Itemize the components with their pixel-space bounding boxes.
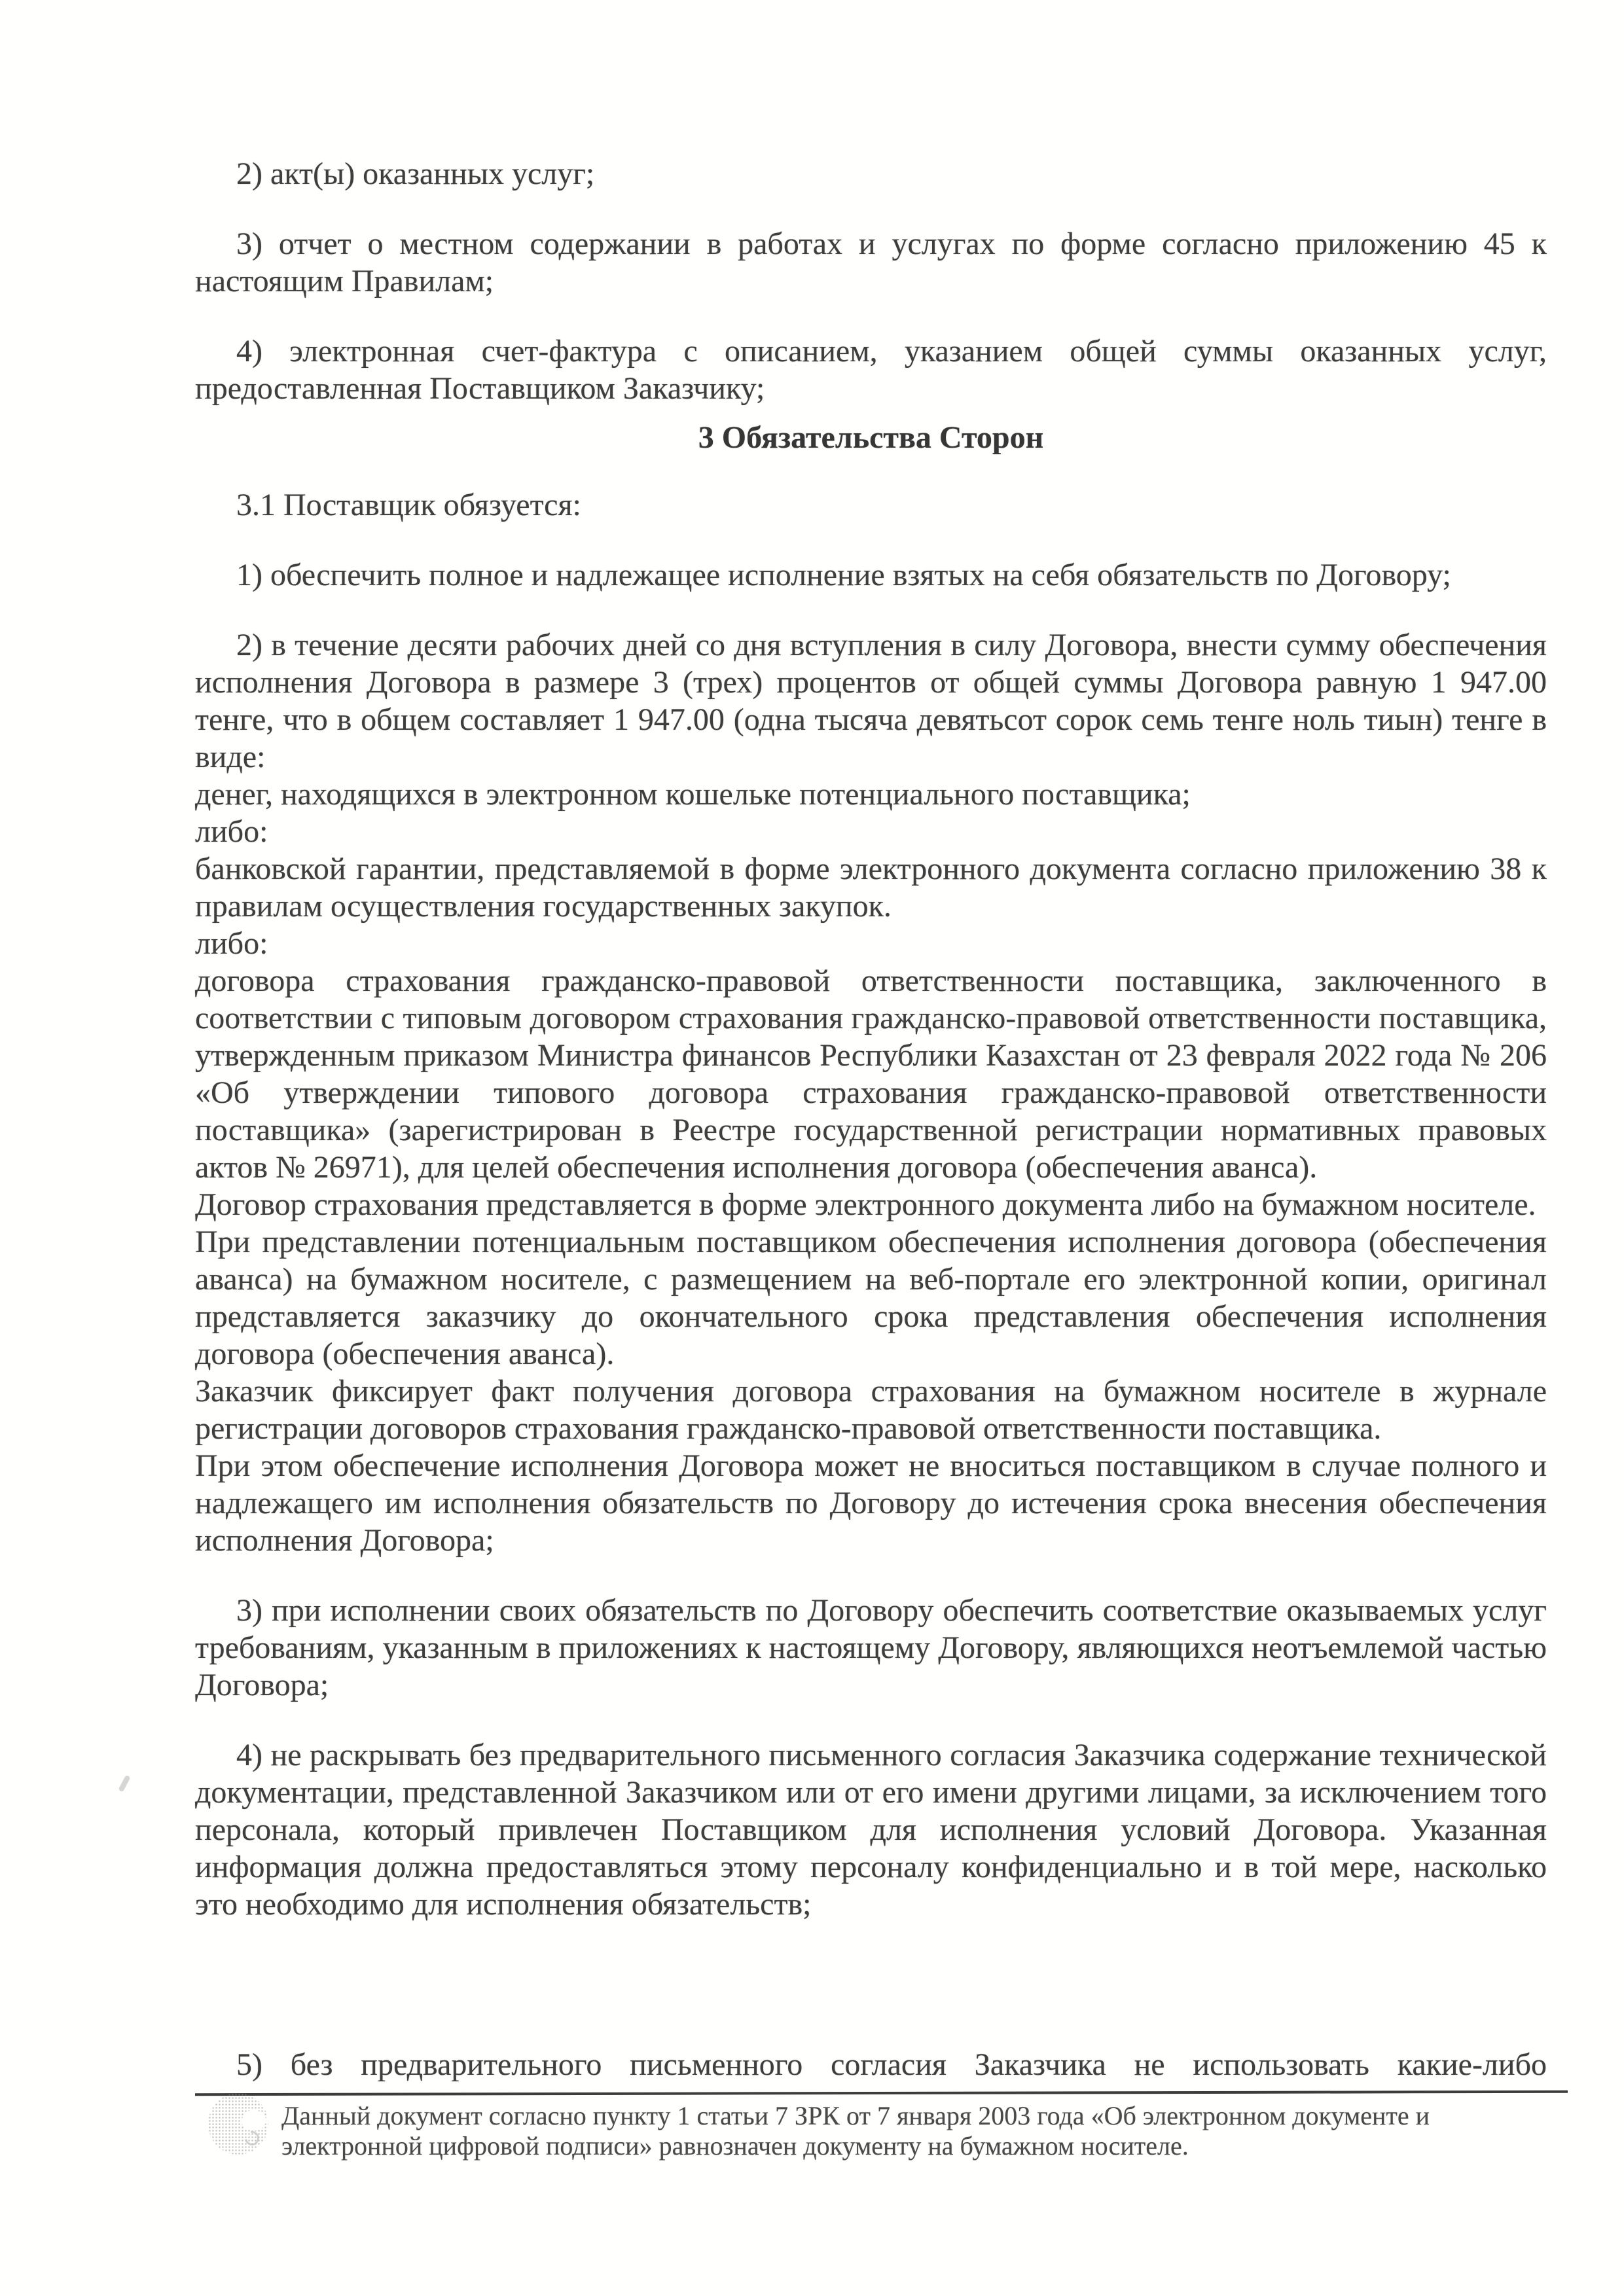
clause-3-1-supplier-obliges: 3.1 Поставщик обязуется: <box>236 488 581 522</box>
option-insurance-contract: договора страхования гражданско-правовой ответственности поставщика, заключенного в соответствии с типовым договором страхования гражданско-правовой ответственности поставщика, утвержденным приказом Министра финансов Республики Казахстан от 23 февраля 2022 года № 206 «Об утверждении типового договора страхования гражданско-правовой ответственности поставщика» (зарегистрирован в Реестре государственной регистрации нормативных правовых актов № 26971), для целей обеспечения исполнения договора (обеспечения аванса). <box>195 963 1547 1185</box>
round-stamp-icon <box>208 2093 268 2155</box>
option-separator-libo-2: либо: <box>195 926 268 961</box>
option-money-wallet: денег, находящихся в электронном кошельке потенциального поставщика; <box>195 777 1191 812</box>
footer-note-line-1: Данный документ согласно пункту 1 статьи 7 ЗРК от 7 января 2003 года «Об электронном документе и <box>281 2101 1430 2130</box>
footer-note-line-2: электронной цифровой подписи» равнозначен документу на бумажном носителе. <box>281 2131 1189 2161</box>
section-heading-obligations: 3 Обязательства Сторон <box>698 420 1044 455</box>
paragraph-local-content-report: 3) отчет о местном содержании в работах и услугах по форме согласно приложению 45 к настоящим Правилам; <box>195 226 1547 298</box>
scan-artifact <box>118 1775 130 1793</box>
subitem-4-confidentiality: 4) не раскрывать без предварительного письменного согласия Заказчика содержание технической документации, представленной Заказчиком или от его имени другими лицами, за исключением того персонала, который привлечен Поставщиком для исполнения условий Договора. Указанная информация должна предоставляться этому персоналу конфиденциально и в той мере, насколько это необходимо для исполнения обязательств; <box>195 1738 1547 1922</box>
option-bank-guarantee: банковской гарантии, представляемой в форме электронного документа согласно приложению 38 к правилам осуществления государственных закупок. <box>195 852 1547 924</box>
footer-divider-line <box>195 2090 1568 2096</box>
subitem-5-partial-line: 5) без предварительного письменного согласия Заказчика не использовать какие-либо <box>236 2047 1547 2082</box>
paragraph-e-invoice: 4) электронная счет-фактура с описанием, указанием общей суммы оказанных услуг, предоставленная Поставщиком Заказчику; <box>195 334 1547 406</box>
subitem-3-service-compliance: 3) при исполнении своих обязательств по Договору обеспечить соответствие оказываемых услуг требованиям, указанным в приложениях к настоящему Договору, являющихся неотъемлемой частью Договора; <box>195 1593 1547 1702</box>
subitem-2-security-deposit: 2) в течение десяти рабочих дней со дня вступления в силу Договора, внести сумму обеспечения исполнения Договора в размере 3 (трех) процентов от общей суммы Договора равную 1 947.00 тенге, что в общем составляет 1 947.00 (одна тысяча девятьсот сорок семь тенге ноль тиын) тенге в виде: <box>195 628 1547 774</box>
insurance-form-note: Договор страхования представляется в форме электронного документа либо на бумажном носителе. <box>195 1187 1536 1222</box>
paragraph-act-of-services: 2) акт(ы) оказанных услуг; <box>236 156 595 191</box>
document-body <box>195 155 1547 1923</box>
paper-copy-procedure: При представлении потенциальным поставщиком обеспечения исполнения договора (обеспечения аванса) на бумажном носителе, с размещением на веб-портале его электронной копии, оригинал представляется заказчику до окончательного срока представления обеспечения исполнения договора (обеспечения аванса). <box>195 1225 1547 1371</box>
electronic-document-footer <box>281 2101 1525 2161</box>
subitem-1-full-performance: 1) обеспечить полное и надлежащее исполнение взятых на себя обязательств по Договору; <box>236 558 1451 592</box>
customer-log-note: Заказчик фиксирует факт получения договора страхования на бумажном носителе в журнале регистрации договоров страхования гражданско-правовой ответственности поставщика. <box>195 1374 1547 1446</box>
security-exemption-note: При этом обеспечение исполнения Договора может не вноситься поставщиком в случае полного и надлежащего им исполнения обязательств по Договору до истечения срока внесения обеспечения исполнения Договора; <box>195 1448 1547 1558</box>
option-separator-libo-1: либо: <box>195 814 268 849</box>
